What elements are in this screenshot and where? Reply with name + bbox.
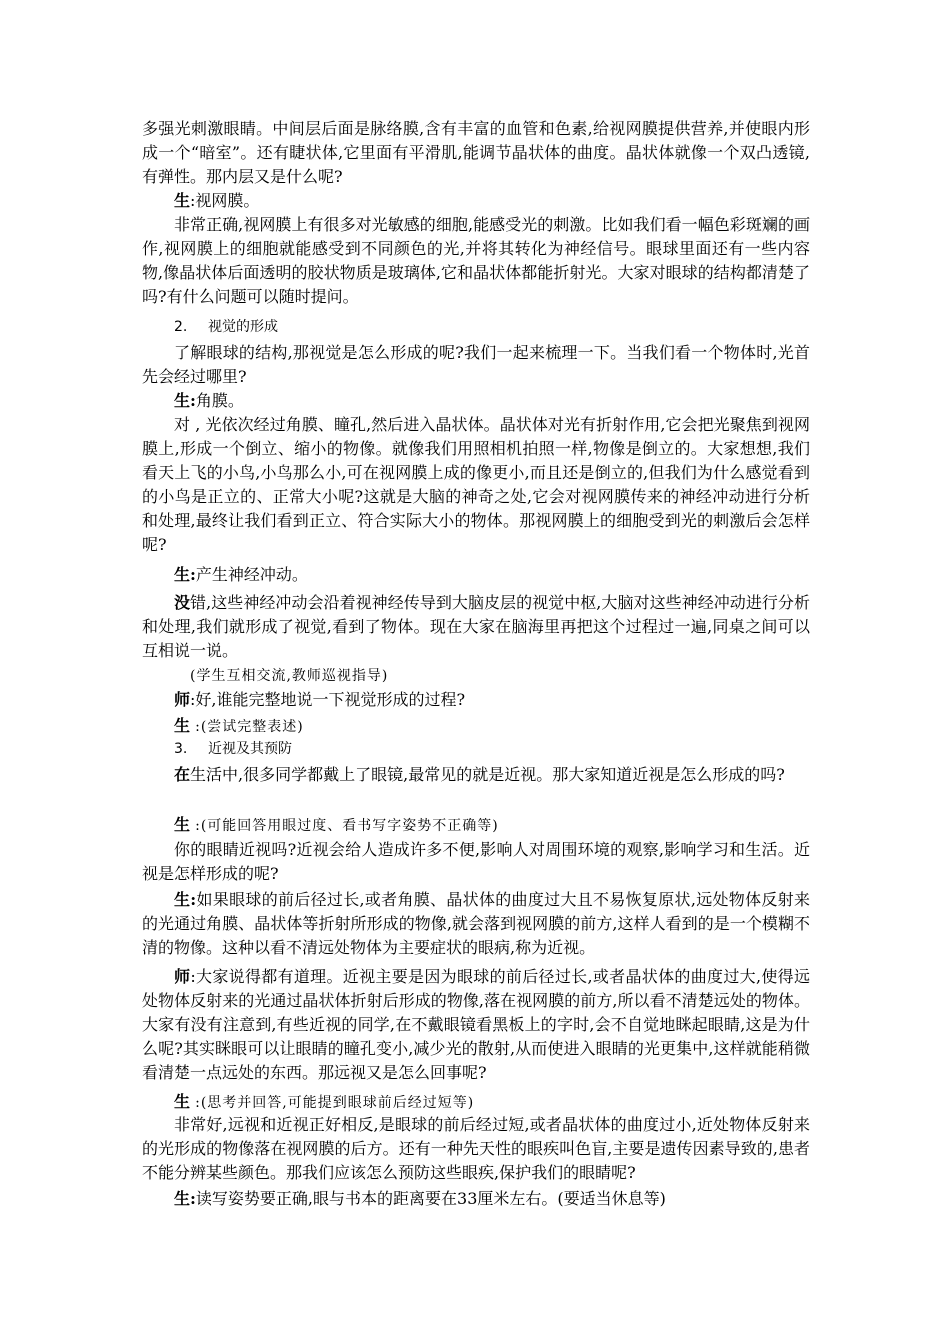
note-text: (学生互相交流,教师巡视指导) bbox=[190, 668, 389, 684]
paragraph-text: 生活中,很多同学都戴上了眼镜,最常见的就是近视。那大家知道近视是怎么形成的吗? bbox=[190, 765, 785, 784]
speaker-label: 师 bbox=[174, 967, 191, 986]
answer-text: :(思考并回答,可能提到眼球前后经过短等) bbox=[195, 1095, 475, 1111]
answer-text: 产生神经冲动。 bbox=[195, 565, 308, 584]
student-myopia-definition bbox=[142, 888, 810, 960]
section-number: 2. bbox=[174, 319, 188, 335]
section-heading-myopia bbox=[142, 737, 810, 761]
paragraph-text: 了解眼球的结构,那视觉是怎么形成的呢?我们一起来梳理一下。当我们看一个物体时,光首先会经过哪里? bbox=[142, 343, 810, 386]
section-title: 视觉的形成 bbox=[208, 319, 278, 335]
paragraph-text: :大家说得都有道理。近视主要是因为眼球的前后径过长,或者晶状体的曲度过大,使得远处物体反射来的光通过晶状体折射后形成的物像,落在视网膜的前方,所以看不清楚远处的物体。大家有没有注意到,有些近视的同学,在不戴眼镜看黑板上的字时,会不自觉地眯起眼睛,这是为什么呢?其实眯眼可以让眼睛的瞳孔变小,减少光的散射,从而使进入眼睛的光更集中,这样就能稍微看清楚一点远处的东西。那远视又是怎么回事呢? bbox=[142, 967, 810, 1082]
speaker-label: 师 bbox=[174, 690, 191, 709]
answer-text: 如果眼球的前后径过长,或者角膜、晶状体的曲度过大且不易恢复原状,远处物体反射来的光通过角膜、晶状体等折射所形成的物像,就会落到视网膜的前方,这样人看到的是一个模糊不清的物像。这种以看不清远处物体为主要症状的眼病,称为近视。 bbox=[142, 890, 810, 957]
student-answer-nerve-impulse bbox=[142, 563, 810, 587]
question-text: :好,谁能完整地说一下视觉形成的过程? bbox=[190, 690, 466, 709]
section-number: 3. bbox=[174, 741, 188, 757]
paragraph-text: 多强光刺激眼睛。中间层后面是脉络膜,含有丰富的血管和色素,给视网膜提供营养,并使眼内形成一个“暗室”。还有睫状体,它里面有平滑肌,能调节晶状体的曲度。晶状体就像一个双凸透镜,有弹性。那内层又是什么呢? bbox=[142, 119, 810, 186]
speaker-label: 生 bbox=[174, 815, 191, 834]
speaker-label: 生 bbox=[174, 716, 191, 735]
paragraph-text: 你的眼睛近视吗?近视会给人造成许多不便,影响人对周围环境的观察,影响学习和生活。近视是怎样形成的呢? bbox=[142, 840, 810, 883]
student-possible-answer bbox=[142, 813, 810, 838]
section-title: 近视及其预防 bbox=[208, 741, 292, 757]
paragraph-hyperopia-colorblind bbox=[142, 1113, 810, 1185]
speaker-label: 生: bbox=[174, 391, 196, 410]
paragraph-vision-question bbox=[142, 341, 810, 389]
student-attempt bbox=[142, 714, 810, 739]
paragraph-text: 错,这些神经冲动会沿着视神经传导到大脑皮层的视觉中枢,大脑对这些神经冲动进行分析和处理,我们就形成了视觉,看到了物体。现在大家在脑海里再把这个过程过一遍,同桌之间可以互相说一说。 bbox=[142, 593, 810, 660]
paragraph-text: 对 , 光依次经过角膜、瞳孔,然后进入晶状体。晶状体对光有折射作用,它会把光聚焦到视网膜上,形成一个倒立、缩小的物像。就像我们用照相机拍照一样,物像是倒立的。大家想想,我们看天上飞的小鸟,小鸟那么小,可在视网膜上成的像更小,而且还是倒立的,但我们为什么感觉看到的小鸟是正立的、正常大小呢?这就是大脑的神奇之处,它会对视网膜传来的神经冲动进行分析和处理,最终让我们看到正立、符合实际大小的物体。那视网膜上的细胞受到光的刺激后会怎样呢? bbox=[142, 415, 810, 554]
answer-text: :(可能回答用眼过度、看书写字姿势不正确等) bbox=[195, 818, 499, 834]
paragraph-eye-middle-layer bbox=[142, 117, 810, 189]
paragraph-light-path bbox=[142, 413, 810, 557]
paragraph-retina-explanation bbox=[142, 213, 810, 309]
lead-char: 没 bbox=[174, 593, 191, 612]
answer-text: 角膜。 bbox=[195, 391, 244, 410]
student-answer-cornea bbox=[142, 389, 810, 413]
student-answer-retina bbox=[142, 189, 810, 213]
teacher-myopia-explanation bbox=[142, 965, 810, 1085]
paragraph-myopia-intro bbox=[142, 763, 810, 787]
paragraph-visual-center bbox=[142, 591, 810, 663]
teacher-question bbox=[142, 688, 810, 712]
student-prevention-answer bbox=[142, 1187, 810, 1211]
lead-char: 在 bbox=[174, 765, 191, 784]
paragraph-text: 非常好,远视和近视正好相反,是眼球的前后经过短,或者晶状体的曲度过小,近处物体反射来的光形成的物像落在视网膜的后方。还有一种先天性的眼疾叫色盲,主要是遗传因素导致的,患者不能分辨某些颜色。那我们应该怎么预防这些眼疾,保护我们的眼睛呢? bbox=[142, 1115, 810, 1182]
student-hyperopia-answer bbox=[142, 1090, 810, 1115]
paragraph-myopia-question bbox=[142, 838, 810, 886]
paragraph-text: 非常正确,视网膜上有很多对光敏感的细胞,能感受光的刺激。比如我们看一幅色彩斑斓的画作,视网膜上的细胞就能感受到不同颜色的光,并将其转化为神经信号。眼球里面还有一些内容物,像晶状体后面透明的胶状物质是玻璃体,它和晶状体都能折射光。大家对眼球的结构都清楚了吗?有什么问题可以随时提问。 bbox=[142, 215, 810, 306]
answer-text: :(尝试完整表述) bbox=[195, 719, 304, 735]
classroom-note bbox=[142, 664, 810, 688]
speaker-label: 生: bbox=[174, 1189, 196, 1208]
answer-text: :视网膜。 bbox=[190, 191, 260, 210]
speaker-label: 生 bbox=[174, 191, 191, 210]
speaker-label: 生 bbox=[174, 1092, 191, 1111]
speaker-label: 生: bbox=[174, 565, 196, 584]
speaker-label: 生: bbox=[174, 890, 197, 909]
answer-text: 读写姿势要正确,眼与书本的距离要在33厘米左右。(要适当休息等) bbox=[195, 1189, 666, 1208]
section-heading-vision-formation bbox=[142, 315, 810, 339]
